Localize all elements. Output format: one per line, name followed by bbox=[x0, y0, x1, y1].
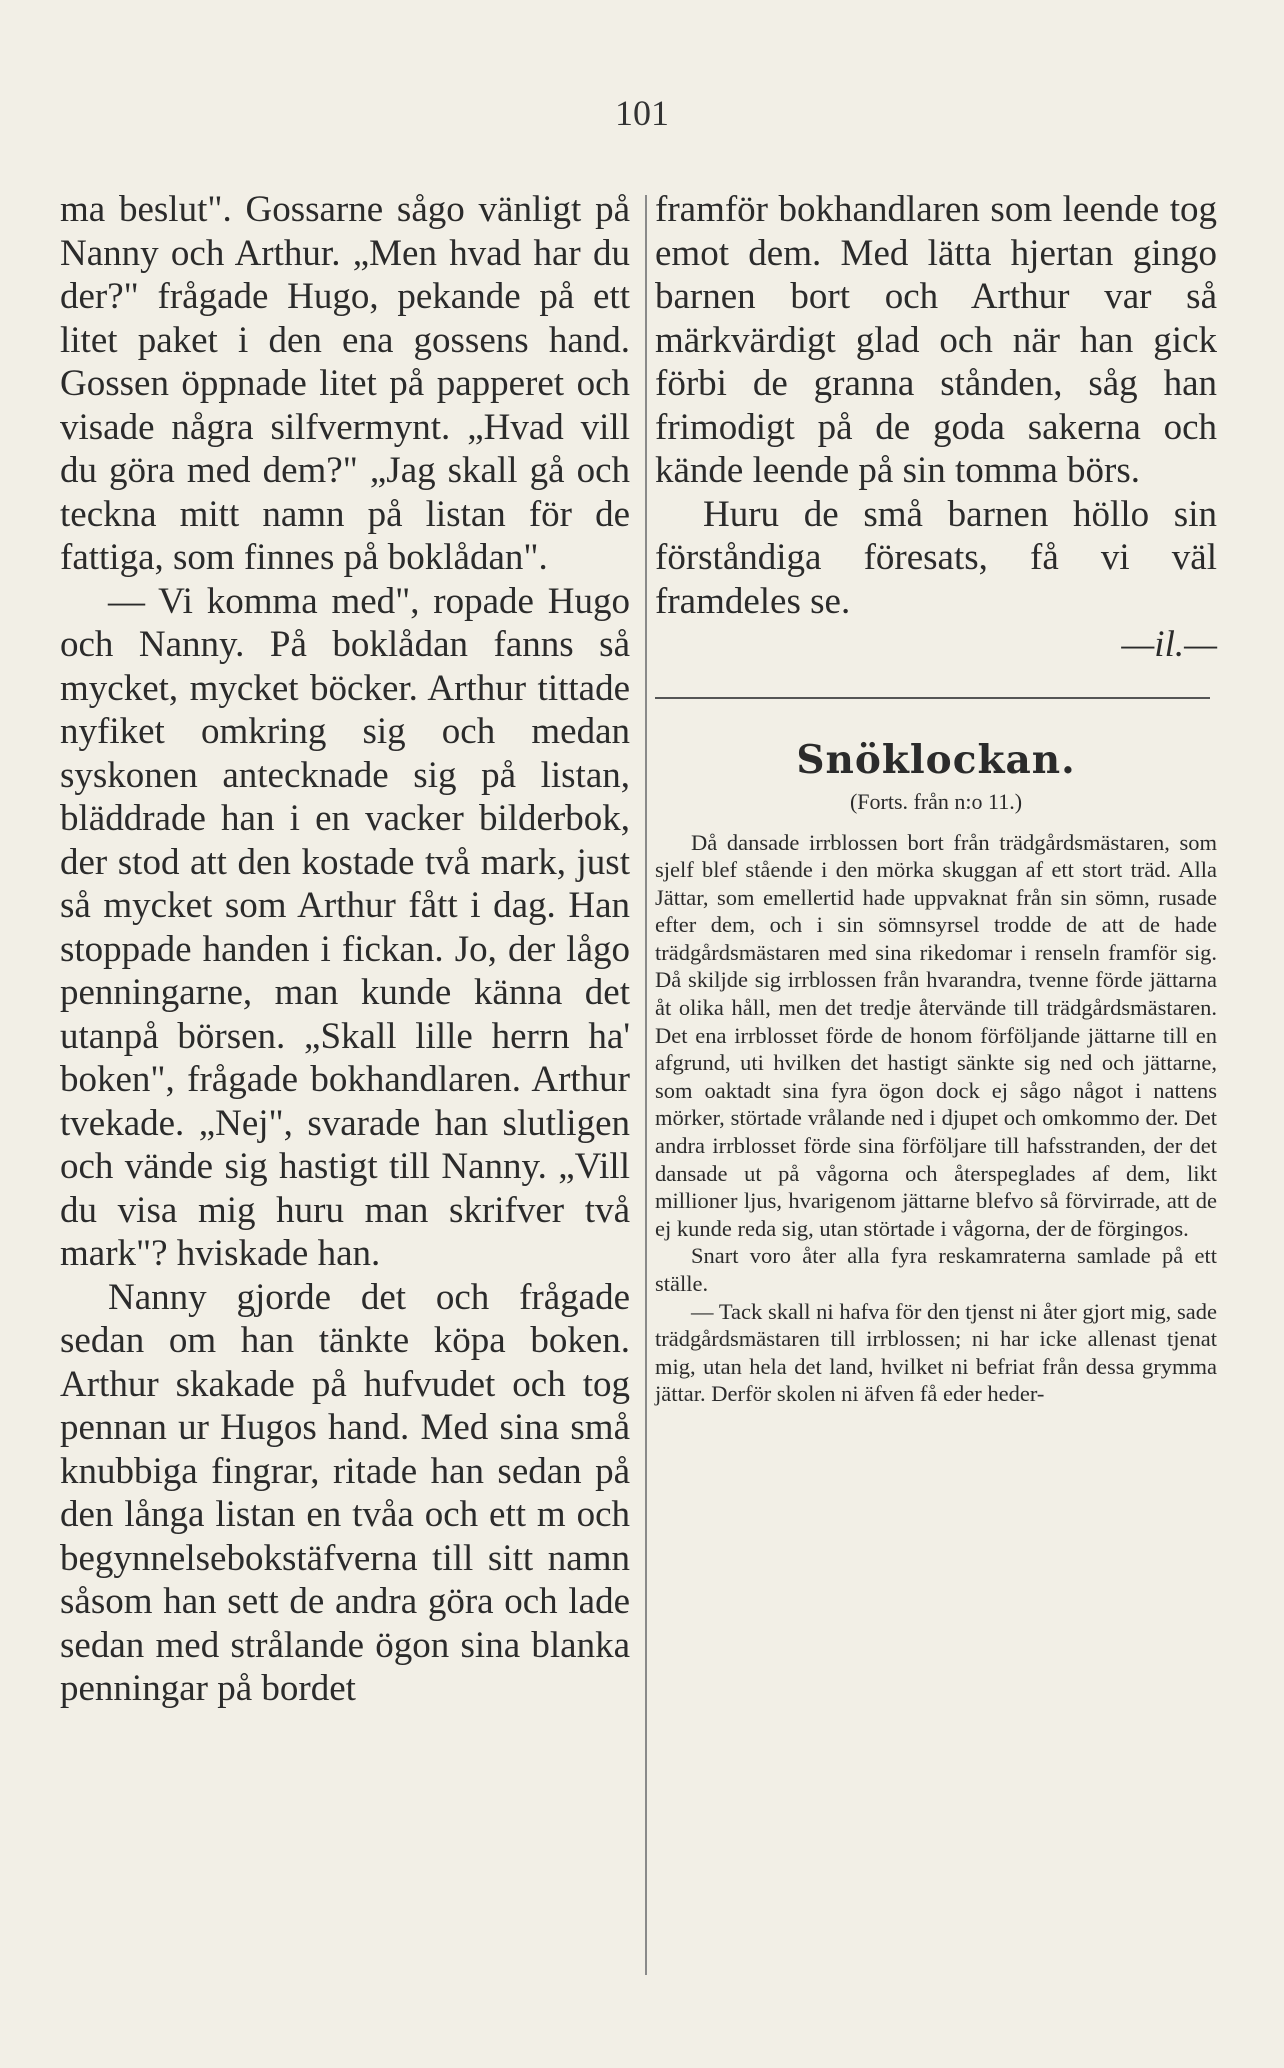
story-title: Snöklockan. bbox=[796, 736, 1076, 783]
right-paragraph: Huru de små barnen höllo sin förståndiga föresats, få vi väl framdeles se. bbox=[655, 493, 1217, 622]
signature: —il.— bbox=[1121, 624, 1217, 665]
right-paragraph: framför bokhandlaren som leende tog emot dem. Med lätta hjertan gingo barnen bort och Arthur var så märkvärdigt glad och när han gick förbi de granna stånden, såg han frimodigt på de goda sakerna och kände leende på sin tomma börs. bbox=[655, 189, 1217, 491]
left-paragraph: Nanny gjorde det och frågade sedan om han tänkte köpa boken. Arthur skakade på hufvudet och tog pennan ur Hugos hand. Med sina små knubbiga fingrar, ritade han sedan på den långa listan en tvåa och ett m och begynnelsebokstäfverna till sitt namn såsom han sett de andra göra och lade sedan med strålande ögon sina blanka penningar på bordet bbox=[60, 1276, 630, 1709]
story-paragraph: Då dansade irrblossen bort från trädgårdsmästaren, som sjelf blef stående i den mörka skuggan af ett stort träd. Alla Jättar, som emellertid hade uppvaknat från sin sömn, rusade efter dem, och i sin sömnsyrsel trodde de att de hade trädgårdsmästaren med sina rikedomar i renseln framför sig. Då skiljde sig irrblossen från hvarandra, tvenne förde jättarna åt olika håll, men det tredje återvände till trädgårdsmästaren. Det ena irrblosset förde de honom förföljande jättarne till en afgrund, uti hvilken det hastigt sänkte sig ned och jättarne, som oaktadt sina fyra ögon dock ej sågo något i nattens mörker, störtade vrålande ned i djupet och omkommo der. Det andra irrblosset förde sina förföljare till hafsstranden, der det dansade ut på vågorna och återspeglades af dem, likt millioner ljus, hvarigenom jättarne blefvo så förvirrade, att de ej kunde reda sig, utan störtade i vågorna, der de förgingos. bbox=[655, 829, 1217, 1241]
column-divider bbox=[645, 195, 647, 1975]
left-paragraph: ma beslut". Gossarne sågo vänligt på Nanny och Arthur. „Men hvad har du der?" frågade Hugo, pekande på ett litet paket i den ena gossens hand. Gossen öppnade litet på papperet och visade några silfvermynt. „Hvad vill du göra med dem?" „Jag skall gå och teckna mitt namn på listan för de fattiga, som finnes på boklådan". bbox=[60, 189, 630, 578]
left-paragraph: — Vi komma med", ropade Hugo och Nanny. På boklådan fanns så mycket, mycket böcker. Arthur tittade nyfiket omkring sig och medan syskonen antecknade sig på listan, bläddrade han i en vacker bilderbok, der stod att den kostade två mark, just så mycket som Arthur fått i dag. Han stoppade handen i fickan. Jo, der lågo penningarne, man kunde känna det utanpå börsen. „Skall lille herrn ha' boken", frågade bokhandlaren. Arthur tvekade. „Nej", svarade han slutligen och vände sig hastigt till Nanny. „Vill du visa mig huru man skrifver två mark"? hviskade han. bbox=[60, 580, 630, 1274]
section-divider bbox=[655, 697, 1210, 699]
story-body bbox=[655, 829, 1217, 1408]
left-column bbox=[60, 188, 630, 1711]
story-paragraph: Snart voro åter alla fyra reskamraterna samlade på ett ställe. bbox=[655, 1243, 1217, 1296]
right-column bbox=[655, 188, 1217, 1408]
page-number: 101 bbox=[615, 93, 669, 133]
story-subtitle: (Forts. från n:o 11.) bbox=[849, 788, 1023, 814]
story-paragraph: — Tack skall ni hafva för den tjenst ni åter gjort mig, sade trädgårdsmästaren till irrblossen; ni har icke allenast tjenat mig, utan hela det land, hvilket ni befriat från dessa grymma jättar. Derför skolen ni äfven få eder heder- bbox=[655, 1298, 1217, 1407]
